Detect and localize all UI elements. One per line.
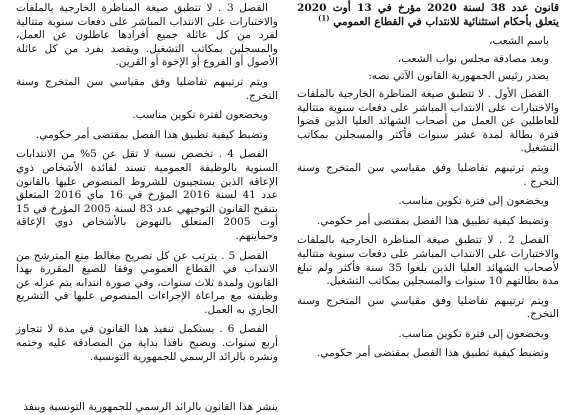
article-6: الفصل 6 . يستكمل تنفيذ هذا القانون في مدة لا تتجاوز أربع سنوات. ويصبح نافذا بداية من المصادقة عليه وختمه ونشره بالرائد الرسمي للجمهورية التونسية. bbox=[16, 323, 278, 363]
article-1-training: ويخضعون إلى فترة تكوين مناسب. bbox=[398, 195, 549, 208]
article-2-ranking: ويتم ترتيبهم تفاضليا وفق مقياسي سن المتخرج وسنة التخرج. bbox=[297, 294, 559, 321]
article-2: الفصل 2 . لا تتطبق صيغة المناظرة الخارجية بالملفات والاختبارات على الانتداب المباشر على دفعات سنوية متتالية لأصحاب الشهائد العليا الذين بلغوا 35 سنة فأكثر ولم تبلغ مدة بطالتهم 10 سنوات والمسجلين بمكاتب التشغيل. bbox=[297, 234, 559, 288]
right-column bbox=[297, 2, 559, 367]
article-1-ranking: ويتم ترتيبهم تفاضليا وفق مقياسي سن المتخرج وسنة التخرج . bbox=[297, 161, 559, 188]
article-2-training: ويخضعون إلى فترة تكوين مناسب. bbox=[398, 327, 549, 340]
preamble-people: باسم الشعب، bbox=[488, 35, 549, 48]
article-3-training: ويخضعون لفترة تكوين مناسب. bbox=[132, 109, 268, 122]
preamble-assembly: وبعد مصادقة مجلس نواب الشعب، bbox=[397, 52, 549, 65]
article-3-ranking: ويتم ترتيبهم تفاضليا وفق مقياسي سن المتخرج وسنة التخرج. bbox=[16, 75, 278, 102]
article-4: الفصل 4 . تخصص نسبة لا تقل عن 5% من الانتدابات السنوية بالوظيفة العمومية تسند لفائدة الأشخاص ذوي الإعاقة الذين يستجيبون للشروط المنصوص عليها بالقانون عدد 41 لسنة 2016 المؤرخ في 16 ماي 2016 المتعلق بتنقيح القانون التوجيهي عدد 83 لسنة 2005 المؤرخ في 15 أوت 2005 المتعلق بالنهوض بالأشخاص ذوي الإعاقة وحمايتهم. bbox=[16, 148, 279, 242]
article-2-decree: وتضبط كيفية تطبيق هذا الفصل بمقتضى أمر حكومي. bbox=[316, 347, 549, 360]
footnote-marker: (1) bbox=[318, 13, 330, 23]
article-1-decree: وتضبط كيفية تطبيق هذا الفصل بمقتضى أمر حكومي. bbox=[316, 214, 549, 227]
article-1: الفصل الأول . لا تتطبق صيغة المناظرة الخارجية بالملفات والاختبارات على الانتداب المباشر على دفعات سنوية متتالية للعاطلين عن العمل من أصحاب الشهائد العليا الذين قضوا فترة بطالة لمدة عشر سنوات فأكثر والمسجلين بمكاتب التشغيل. bbox=[297, 87, 559, 155]
publication-line: ينشر هذا القانون بالرائد الرسمي للجمهورية التونسية وينفذ bbox=[23, 401, 278, 414]
article-3: الفصل 3 . لا تتطبق صيغة المناظرة الخارجية بالملفات والاختبارات على الانتداب المباشر على دفعات سنوية متتالية لفرد من كل عائلة جميع أفرادها عاطلون عن العمل، والمسجلين بمكاتب التشغيل. ويقصد بفرد من كل عائلة الأصول أو الفروع أو الإخوة أو القرين. bbox=[16, 2, 278, 69]
law-title: قانون عدد 38 لسنة 2020 مؤرخ في 13 أوت 2020 يتعلق بأحكام استثنائية للانتداب في القطاع العمومي $^{(1)}$ bbox=[297, 2, 560, 28]
preamble-president: يصدر رئيس الجمهورية القانون الآتي نصه: bbox=[368, 70, 549, 83]
article-5: الفصل 5 . يترتب عن كل تصريح مغالط منع المترشح من الانتداب في القطاع العمومي وفقا للصيغ المقررة بهذا القانون ولمدة ثلاث سنوات، وفي صورة انتدابه يتم عزله عن وظيفته مع مراعاة الإجراءات المنصوص عليها في التشريع الجاري به العمل. bbox=[16, 249, 278, 316]
left-column bbox=[16, 2, 278, 370]
article-3-decree: وتضبط كيفية تطبيق هذا الفصل بمقتضى أمر حكومي. bbox=[35, 128, 268, 141]
